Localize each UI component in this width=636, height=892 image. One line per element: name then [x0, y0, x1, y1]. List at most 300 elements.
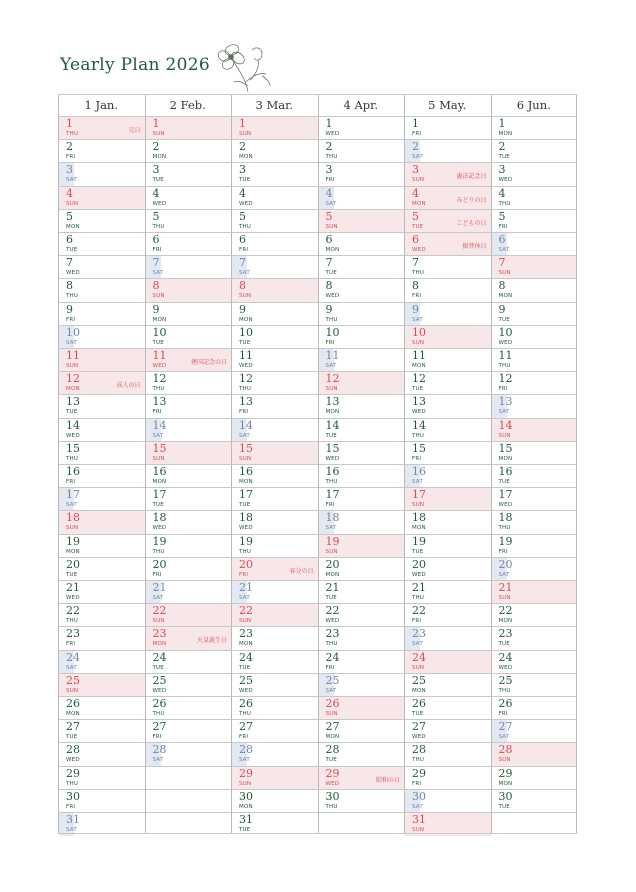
- weekday-label: TUE: [498, 641, 510, 648]
- day-cell: [492, 674, 578, 697]
- day-cell: [59, 697, 145, 720]
- day-cell: [232, 419, 318, 442]
- day-number: 25: [412, 673, 426, 687]
- day-number: 8: [325, 279, 333, 293]
- month-header: 2 Feb.: [169, 98, 206, 112]
- day-cell: [319, 256, 405, 279]
- day-number: 25: [152, 673, 167, 687]
- weekday-label: MON: [325, 571, 340, 578]
- weekday-label: FRI: [66, 479, 76, 485]
- day-cell: [146, 488, 232, 511]
- day-cell: [59, 349, 145, 372]
- day-cell: [405, 163, 491, 186]
- day-cell: [492, 279, 578, 302]
- weekday-label: TUE: [239, 827, 251, 833]
- day-cell: [232, 465, 318, 488]
- weekday-label: FRI: [66, 316, 76, 323]
- day-number: 15: [325, 441, 340, 455]
- day-number: 16: [412, 465, 426, 478]
- weekday-label: MON: [66, 223, 80, 230]
- day-number: 31: [412, 813, 426, 826]
- day-cell: [319, 303, 405, 326]
- day-number: 18: [498, 511, 513, 525]
- day-number: 1: [152, 117, 160, 130]
- day-number: 26: [325, 697, 340, 710]
- weekday-label: SAT: [498, 571, 510, 578]
- day-cell: [492, 697, 578, 720]
- day-number: 12: [325, 372, 340, 386]
- day-number: 28: [66, 743, 80, 757]
- day-cell: [405, 210, 491, 233]
- day-cell: [492, 604, 578, 627]
- weekday-label: FRI: [325, 502, 335, 509]
- day-cell: [146, 581, 232, 604]
- weekday-label: TUE: [325, 595, 337, 601]
- weekday-label: SAT: [66, 664, 77, 671]
- day-number: 10: [152, 325, 167, 339]
- day-number: 5: [66, 209, 73, 223]
- day-cell: [405, 743, 491, 766]
- day-cell: [232, 697, 318, 720]
- day-cell: [319, 697, 405, 720]
- day-number: 14: [66, 418, 80, 432]
- day-cell: [59, 488, 145, 511]
- weekday-label: MON: [152, 641, 167, 648]
- weekday-label: THU: [152, 223, 165, 230]
- weekday-label: WED: [239, 687, 253, 694]
- day-number: 1: [325, 117, 333, 130]
- row-divider: [58, 603, 577, 604]
- weekday-label: SUN: [152, 618, 165, 625]
- day-number: 13: [152, 395, 167, 409]
- day-cell: [146, 697, 232, 720]
- day-number: 30: [325, 789, 340, 803]
- weekday-label: WED: [498, 664, 513, 671]
- day-cell: [319, 604, 405, 627]
- day-cell: [319, 743, 405, 766]
- day-number: 11: [498, 349, 513, 362]
- weekday-label: SAT: [498, 247, 510, 253]
- day-number: 17: [412, 488, 426, 502]
- day-number: 29: [239, 766, 253, 780]
- weekday-label: TUE: [152, 502, 164, 509]
- weekday-label: FRI: [498, 548, 508, 555]
- day-cell: [146, 395, 232, 418]
- weekday-label: TUE: [152, 339, 164, 346]
- day-number: 6: [498, 233, 506, 246]
- day-number: 30: [239, 789, 253, 803]
- day-cell: [319, 372, 405, 395]
- day-cell: [146, 604, 232, 627]
- row-divider: [58, 325, 577, 326]
- weekday-label: SAT: [66, 177, 77, 184]
- weekday-label: FRI: [152, 409, 162, 416]
- row-divider: [58, 464, 577, 465]
- weekday-label: TUE: [412, 223, 424, 230]
- day-cell: [146, 279, 232, 302]
- day-number: 3: [325, 163, 333, 177]
- weekday-label: SAT: [66, 502, 77, 509]
- day-cell: [405, 674, 491, 697]
- weekday-label: TUE: [498, 154, 510, 161]
- day-number: 10: [412, 325, 426, 339]
- holiday-name: みどりの日: [456, 196, 487, 204]
- weekday-label: THU: [498, 525, 511, 532]
- day-cell: [492, 488, 578, 511]
- day-number: 27: [498, 720, 513, 734]
- weekday-label: THU: [239, 548, 252, 555]
- day-number: 26: [66, 697, 80, 710]
- row-divider: [58, 278, 577, 279]
- day-number: 30: [498, 789, 513, 803]
- day-cell: [405, 511, 491, 534]
- day-cell: [319, 535, 405, 558]
- day-cell: [492, 233, 578, 256]
- weekday-label: WED: [239, 200, 253, 207]
- weekday-label: WED: [66, 757, 80, 764]
- weekday-label: SUN: [66, 525, 79, 532]
- weekday-label: SUN: [152, 131, 165, 137]
- day-cell: [146, 743, 232, 766]
- day-number: 10: [325, 325, 340, 339]
- day-number: 15: [152, 441, 167, 455]
- day-cell: [232, 187, 318, 210]
- day-number: 12: [239, 372, 253, 386]
- day-cell: [59, 651, 145, 674]
- weekday-label: SAT: [325, 687, 337, 694]
- day-number: 9: [412, 302, 419, 316]
- day-cell: [492, 256, 578, 279]
- row-divider: [58, 673, 577, 674]
- day-cell: [232, 442, 318, 465]
- day-cell: [319, 140, 405, 163]
- day-cell: [319, 581, 405, 604]
- weekday-label: SUN: [239, 455, 252, 462]
- day-number: 23: [239, 627, 253, 641]
- day-number: 20: [325, 557, 340, 571]
- day-number: 24: [239, 650, 253, 664]
- day-cell: [319, 163, 405, 186]
- day-cell: [232, 210, 318, 233]
- day-cell: [492, 465, 578, 488]
- weekday-label: TUE: [152, 664, 164, 671]
- day-cell: [319, 790, 405, 813]
- weekday-label: THU: [325, 641, 338, 648]
- row-divider: [58, 441, 577, 442]
- day-number: 15: [66, 441, 80, 455]
- day-cell: [232, 140, 318, 163]
- weekday-label: FRI: [498, 223, 508, 230]
- day-number: 19: [152, 534, 167, 548]
- weekday-label: FRI: [239, 734, 249, 741]
- weekday-label: WED: [412, 409, 426, 416]
- day-number: 18: [325, 511, 340, 525]
- weekday-label: WED: [66, 432, 80, 439]
- day-number: 28: [412, 743, 426, 757]
- row-divider: [58, 696, 577, 697]
- anemone-flower-illustration: [212, 36, 274, 94]
- weekday-label: TUE: [498, 479, 510, 485]
- day-number: 17: [239, 488, 253, 502]
- weekday-label: SUN: [412, 664, 425, 671]
- day-cell: [59, 303, 145, 326]
- day-number: 16: [498, 465, 513, 478]
- day-cell: [319, 349, 405, 372]
- day-number: 16: [66, 465, 80, 478]
- weekday-label: THU: [152, 711, 165, 717]
- day-cell: [405, 233, 491, 256]
- day-number: 8: [66, 279, 73, 293]
- day-number: 3: [66, 163, 73, 177]
- weekday-label: MON: [498, 780, 513, 787]
- day-number: 24: [325, 650, 340, 664]
- day-cell: [232, 720, 318, 743]
- day-cell: [232, 326, 318, 349]
- day-number: 31: [239, 813, 253, 826]
- weekday-label: TUE: [66, 571, 78, 578]
- day-cell: [146, 163, 232, 186]
- day-cell: [492, 140, 578, 163]
- weekday-label: TUE: [239, 664, 251, 671]
- day-cell: [59, 511, 145, 534]
- weekday-label: THU: [66, 618, 79, 625]
- day-number: 5: [239, 209, 246, 223]
- weekday-label: TUE: [66, 247, 78, 253]
- day-cell: [319, 210, 405, 233]
- weekday-label: SUN: [239, 618, 252, 625]
- weekday-label: TUE: [239, 339, 251, 346]
- day-cell: [232, 256, 318, 279]
- day-cell: [405, 140, 491, 163]
- weekday-label: MON: [498, 131, 513, 137]
- day-number: 24: [152, 650, 167, 664]
- day-number: 20: [152, 557, 167, 571]
- day-number: 3: [498, 163, 506, 177]
- day-number: 21: [66, 581, 80, 594]
- weekday-label: FRI: [239, 409, 249, 416]
- day-cell: [59, 395, 145, 418]
- day-cell: [146, 256, 232, 279]
- day-number: 20: [66, 557, 80, 571]
- weekday-label: WED: [152, 525, 167, 532]
- weekday-label: MON: [239, 803, 253, 810]
- day-number: 21: [152, 581, 167, 594]
- day-cell: [146, 187, 232, 210]
- day-cell: [146, 442, 232, 465]
- day-cell: [319, 279, 405, 302]
- row-divider: [58, 534, 577, 535]
- day-cell: [232, 535, 318, 558]
- weekday-label: WED: [66, 595, 80, 601]
- day-number: 3: [412, 163, 419, 177]
- weekday-label: TUE: [239, 177, 251, 184]
- day-number: 14: [498, 418, 513, 432]
- day-number: 11: [152, 349, 167, 362]
- weekday-label: MON: [498, 455, 513, 462]
- day-number: 29: [498, 766, 513, 780]
- weekday-label: FRI: [498, 711, 508, 717]
- day-cell: [146, 210, 232, 233]
- weekday-label: THU: [412, 595, 425, 601]
- day-cell: [492, 767, 578, 790]
- day-cell: [492, 442, 578, 465]
- day-number: 17: [325, 488, 340, 502]
- weekday-label: MON: [66, 386, 80, 393]
- weekday-label: MON: [66, 711, 80, 717]
- day-number: 29: [412, 766, 426, 780]
- day-cell: [146, 326, 232, 349]
- page-title: Yearly Plan 2026: [60, 55, 210, 75]
- weekday-label: SUN: [412, 827, 425, 833]
- weekday-label: SAT: [239, 595, 250, 601]
- day-number: 3: [152, 163, 160, 177]
- day-cell: [492, 627, 578, 650]
- weekday-label: MON: [498, 618, 513, 625]
- weekday-label: MON: [152, 479, 167, 485]
- row-divider: [58, 186, 577, 187]
- day-cell: [59, 743, 145, 766]
- day-cell: [232, 581, 318, 604]
- weekday-label: THU: [412, 757, 425, 764]
- day-cell: [232, 303, 318, 326]
- holiday-name: 天皇誕生日: [196, 637, 227, 645]
- day-number: 22: [152, 604, 167, 618]
- day-number: 15: [412, 441, 426, 455]
- day-cell: [232, 651, 318, 674]
- day-cell: [319, 488, 405, 511]
- row-divider: [58, 255, 577, 256]
- day-number: 12: [498, 372, 513, 386]
- weekday-label: MON: [239, 316, 253, 323]
- weekday-label: WED: [239, 525, 253, 532]
- day-number: 18: [152, 511, 167, 525]
- weekday-label: MON: [412, 200, 426, 207]
- day-number: 5: [325, 209, 333, 223]
- day-number: 14: [239, 418, 253, 432]
- weekday-label: SAT: [239, 757, 250, 764]
- day-number: 10: [239, 325, 253, 339]
- weekday-label: WED: [412, 734, 426, 741]
- day-cell: [232, 790, 318, 813]
- day-cell: [319, 558, 405, 581]
- day-number: 4: [325, 186, 333, 200]
- day-cell: [232, 674, 318, 697]
- weekday-label: MON: [412, 687, 426, 694]
- holiday-name: 振替休日: [462, 243, 487, 250]
- weekday-label: SUN: [498, 270, 511, 277]
- day-cell: [492, 581, 578, 604]
- holiday-name: 建国記念の日: [190, 359, 227, 366]
- day-number: 10: [498, 325, 513, 339]
- day-cell: [405, 697, 491, 720]
- weekday-label: THU: [412, 432, 425, 439]
- day-number: 30: [412, 789, 426, 803]
- day-number: 1: [239, 117, 246, 130]
- row-divider: [58, 719, 577, 720]
- weekday-label: WED: [325, 618, 340, 625]
- day-cell: [59, 720, 145, 743]
- weekday-label: SUN: [412, 502, 425, 509]
- row-divider: [58, 94, 577, 95]
- day-cell: [146, 535, 232, 558]
- weekday-label: SUN: [239, 131, 252, 137]
- day-number: 19: [239, 534, 253, 548]
- weekday-label: WED: [412, 571, 426, 578]
- day-number: 28: [152, 743, 167, 757]
- day-cell: [232, 558, 318, 581]
- weekday-label: MON: [325, 734, 340, 741]
- day-cell: [59, 767, 145, 790]
- day-cell: [405, 372, 491, 395]
- day-cell: [405, 558, 491, 581]
- day-number: 25: [325, 673, 340, 687]
- weekday-label: MON: [239, 479, 253, 485]
- weekday-label: SAT: [325, 363, 337, 369]
- weekday-label: WED: [152, 687, 167, 694]
- day-cell: [405, 117, 491, 140]
- day-cell: [319, 442, 405, 465]
- day-cell: [405, 535, 491, 558]
- day-number: 28: [498, 743, 513, 757]
- day-cell: [59, 558, 145, 581]
- day-number: 27: [152, 720, 167, 734]
- row-divider: [58, 650, 577, 651]
- day-number: 18: [412, 511, 426, 525]
- weekday-label: WED: [412, 247, 426, 253]
- day-cell: [59, 419, 145, 442]
- day-number: 21: [412, 581, 426, 594]
- weekday-label: THU: [66, 455, 79, 462]
- day-cell: [146, 349, 232, 372]
- weekday-label: WED: [66, 270, 80, 277]
- day-number: 4: [152, 186, 160, 200]
- day-number: 7: [412, 256, 419, 270]
- day-cell: [492, 511, 578, 534]
- day-cell: [319, 419, 405, 442]
- day-cell: [232, 604, 318, 627]
- day-number: 8: [239, 279, 246, 293]
- weekday-label: THU: [239, 711, 252, 717]
- day-number: 13: [66, 395, 80, 409]
- day-cell: [59, 372, 145, 395]
- weekday-label: FRI: [325, 339, 335, 346]
- day-cell: [59, 140, 145, 163]
- weekday-label: SUN: [239, 293, 252, 300]
- weekday-label: SAT: [239, 270, 250, 277]
- day-cell: [405, 790, 491, 813]
- weekday-label: MON: [152, 154, 167, 161]
- day-number: 27: [325, 720, 340, 734]
- day-cell: [405, 488, 491, 511]
- day-number: 19: [412, 534, 426, 548]
- holiday-name: 春分の日: [289, 567, 314, 575]
- weekday-label: FRI: [325, 664, 335, 671]
- weekday-label: WED: [325, 131, 340, 137]
- weekday-label: TUE: [152, 177, 164, 184]
- row-divider: [58, 487, 577, 488]
- weekday-label: SAT: [66, 339, 77, 346]
- weekday-label: SUN: [152, 293, 165, 300]
- weekday-label: WED: [325, 455, 340, 462]
- day-cell: [405, 419, 491, 442]
- day-number: 12: [152, 372, 167, 386]
- day-cell: [146, 419, 232, 442]
- weekday-label: THU: [152, 386, 165, 393]
- weekday-label: SAT: [152, 432, 164, 439]
- day-number: 23: [152, 627, 167, 641]
- day-number: 19: [66, 534, 80, 548]
- day-number: 13: [239, 395, 253, 409]
